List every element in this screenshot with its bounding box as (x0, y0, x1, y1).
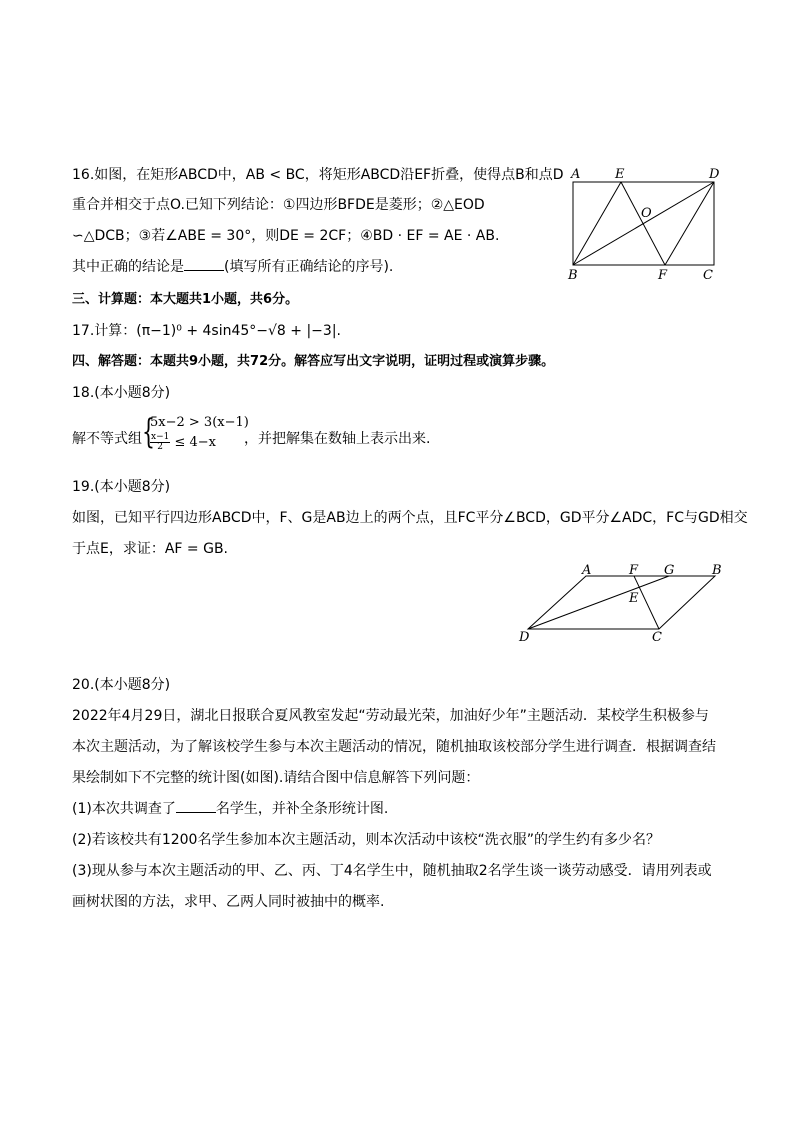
q18-instruction: ，并把解集在数轴上表示出来. (244, 431, 431, 447)
inequality-1: 5x−2 > 3(x−1) (150, 415, 249, 430)
label-o: O (641, 206, 652, 221)
q20-line-1: 2022年4月29日，湖北日报联合夏风教室发起“劳动最光荣，加油好少年”主题活动．某校学生积极参与 (72, 708, 709, 724)
inequality-2 (150, 433, 216, 452)
q20-line-3: 果绘制如下不完整的统计图(如图).请结合图中信息解答下列问题： (72, 770, 480, 786)
fold-line-ef (621, 182, 665, 265)
q20-line-2: 本次主题活动，为了解该校学生参与本次主题活动的情况，随机抽取该校部分学生进行调查．根据调查结 (72, 739, 716, 755)
q16-answer-prompt: 其中正确的结论是 (72, 259, 184, 275)
q19-heading: 19.(本小题8分) (72, 479, 171, 495)
q19-parallelogram-figure (512, 560, 727, 650)
q20-part-2: (2)若该校共有1200名学生参加本次主题活动，则本次活动中该校“洗衣服”的学生约有多少名？ (72, 832, 660, 848)
q20-heading: 20.(本小题8分) (72, 677, 171, 693)
label-b: B (568, 268, 578, 283)
q18-prompt: 解不等式组 (72, 431, 142, 447)
q20-part-1-prompt: (1)本次共调查了 (72, 801, 176, 817)
section-3-heading: 三、计算题：本大题共1小题，共6分。 (72, 292, 299, 307)
fraction (150, 433, 170, 452)
segment-fd (665, 182, 714, 265)
q16-line-3: ∽△DCB；③若∠ABE = 30°，则DE = 2CF；④BD · EF = AE · AB. (72, 228, 500, 244)
label-a: A (571, 167, 581, 182)
q20-part-1 (72, 800, 388, 818)
section-4-heading: 四、解答题：本题共9小题，共72分。解答应写出文字说明，证明过程或演算步骤。 (72, 354, 555, 369)
label-e: E (629, 591, 639, 606)
label-b: B (712, 563, 722, 578)
q19-line-1: 如图，已知平行四边形ABCD中，F、G是AB边上的两个点，且FC平分∠BCD，GD平分∠ADC，FC与GD相交 (72, 510, 748, 526)
label-g: G (664, 563, 675, 578)
label-d: D (519, 630, 530, 645)
q19-line-2: 于点E，求证：AF = GB. (72, 541, 229, 557)
q16-answer-blank (184, 258, 224, 271)
q16-answer-note: (填写所有正确结论的序号). (224, 259, 394, 275)
q17-text: 17.计算：(π−1)⁰ + 4sin45°−√8 + |−3|. (72, 323, 341, 339)
q16-rectangle-figure (560, 160, 730, 285)
label-f: F (658, 268, 668, 283)
system-brace: { (142, 412, 155, 452)
inequality-2-rest: ≤ 4−x (174, 435, 217, 450)
label-c: C (652, 630, 662, 645)
q20-part-3-line-1: (3)现从参与本次主题活动的甲、乙、丙、丁4名学生中，随机抽取2名学生谈一谈劳动感受．请用列表或 (72, 863, 712, 879)
label-c: C (703, 268, 713, 283)
q16-line-4 (72, 258, 393, 276)
parallelogram-abcd (528, 576, 715, 629)
q16-line-1: 16.如图，在矩形ABCD中，AB < BC，将矩形ABCD沿EF折叠，使得点B和点D (72, 167, 564, 183)
q16-line-2: 重合并相交于点O.已知下列结论：①四边形BFDE是菱形；②△EOD (72, 197, 485, 213)
q20-part-3-line-2: 画树状图的方法，求甲、乙两人同时被抽中的概率. (72, 894, 385, 910)
q20-answer-blank (176, 800, 216, 813)
q18-heading: 18.(本小题8分) (72, 385, 171, 401)
segment-be (573, 182, 621, 265)
fraction-numerator: x−1 (151, 432, 170, 442)
label-a: A (582, 563, 592, 578)
q20-part-1-rest: 名学生，并补全条形统计图. (215, 801, 389, 817)
segment-dg (528, 576, 669, 629)
label-f: F (629, 563, 639, 578)
fraction-denominator: 2 (157, 442, 164, 452)
label-e: E (615, 167, 625, 182)
label-d: D (709, 167, 720, 182)
